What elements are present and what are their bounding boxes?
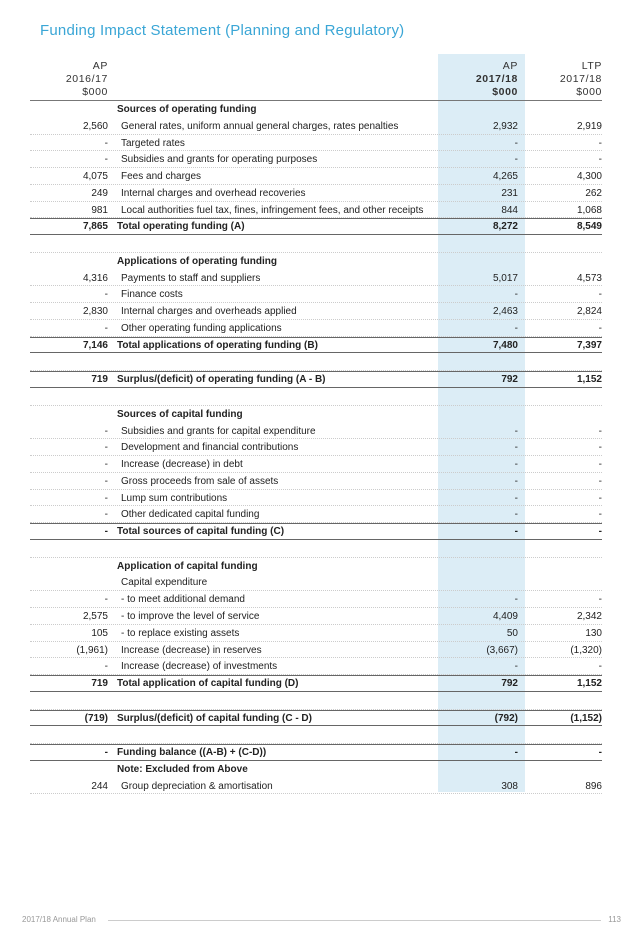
table-row bbox=[30, 506, 602, 523]
value-ap-2017: - bbox=[514, 425, 518, 437]
table-total-row bbox=[30, 710, 602, 727]
value-ap-2016: - bbox=[104, 526, 108, 538]
value-ap-2017: - bbox=[514, 154, 518, 166]
row-label: Sources of operating funding bbox=[117, 104, 257, 115]
table-row bbox=[30, 473, 602, 490]
value-ap-2017: - bbox=[514, 289, 518, 301]
value-ap-2016: - bbox=[104, 154, 108, 166]
table-row bbox=[30, 726, 602, 744]
table-row bbox=[30, 591, 602, 608]
col-header-ltp-2017: LTP 2017/18 $000 bbox=[559, 60, 602, 98]
value-ap-2017: 2,463 bbox=[492, 306, 518, 318]
value-ap-2016: - bbox=[104, 137, 108, 149]
value-ap-2017: 5,017 bbox=[492, 272, 518, 284]
table-row bbox=[30, 185, 602, 202]
table-row bbox=[30, 574, 602, 591]
row-label: Sources of capital funding bbox=[117, 408, 243, 420]
value-ltp-2017: - bbox=[598, 509, 602, 521]
row-label: Subsidies and grants for operating purposes bbox=[121, 154, 318, 166]
value-ltp-2017: - bbox=[598, 475, 602, 487]
value-ltp-2017: 7,397 bbox=[576, 339, 602, 351]
footer-doc-title: 2017/18 Annual Plan bbox=[22, 915, 96, 924]
table-row bbox=[30, 692, 602, 710]
col-header-ap-2017: AP 2017/18 $000 bbox=[475, 60, 518, 98]
value-ap-2017: 7,480 bbox=[492, 339, 518, 351]
row-label: Internal charges and overhead recoveries bbox=[121, 187, 306, 199]
row-label: Lump sum contributions bbox=[121, 492, 228, 504]
value-ap-2016: - bbox=[104, 475, 108, 487]
table-row bbox=[30, 642, 602, 659]
footer-rule bbox=[108, 920, 601, 921]
value-ap-2016: 7,865 bbox=[82, 221, 108, 233]
row-label: Increase (decrease) in debt bbox=[121, 459, 243, 471]
value-ap-2016: - bbox=[104, 425, 108, 437]
value-ap-2016: - bbox=[104, 594, 108, 606]
value-ap-2017: (792) bbox=[494, 712, 518, 724]
row-label: Other dedicated capital funding bbox=[121, 509, 260, 521]
value-ltp-2017: (1,320) bbox=[570, 644, 602, 656]
value-ltp-2017: 8,549 bbox=[576, 221, 602, 233]
value-ap-2017: 50 bbox=[506, 627, 518, 639]
value-ltp-2017: - bbox=[598, 289, 602, 301]
table-section-heading bbox=[30, 761, 602, 778]
value-ap-2016: 2,830 bbox=[82, 306, 108, 318]
row-label: Fees and charges bbox=[121, 171, 202, 183]
value-ltp-2017: - bbox=[598, 747, 602, 759]
table-row bbox=[30, 286, 602, 303]
row-label: Finance costs bbox=[121, 289, 183, 301]
value-ltp-2017: 1,152 bbox=[576, 678, 602, 690]
row-label: Increase (decrease) of investments bbox=[121, 661, 278, 673]
table-section-heading bbox=[30, 406, 602, 423]
table-row bbox=[30, 658, 602, 675]
page-number: 113 bbox=[608, 915, 621, 924]
funding-table bbox=[30, 101, 602, 794]
row-label: Surplus/(deficit) of capital funding (C - D) bbox=[117, 712, 312, 724]
value-ltp-2017: - bbox=[598, 154, 602, 166]
value-ap-2017: 231 bbox=[501, 187, 518, 199]
value-ap-2017: 792 bbox=[501, 678, 518, 690]
row-label: Note: Excluded from Above bbox=[117, 763, 248, 775]
value-ltp-2017: 2,824 bbox=[576, 306, 602, 318]
table-row bbox=[30, 235, 602, 253]
value-ap-2017: 308 bbox=[501, 780, 518, 792]
value-ap-2017: - bbox=[514, 459, 518, 471]
table-row bbox=[30, 439, 602, 456]
value-ltp-2017: 896 bbox=[585, 780, 602, 792]
value-ap-2016: (1,961) bbox=[76, 644, 108, 656]
table-row bbox=[30, 608, 602, 625]
row-label: Total sources of capital funding (C) bbox=[117, 526, 285, 538]
value-ap-2017: 4,265 bbox=[492, 171, 518, 183]
table-row bbox=[30, 320, 602, 337]
table-total-row bbox=[30, 371, 602, 388]
value-ltp-2017: - bbox=[598, 459, 602, 471]
value-ltp-2017: 2,919 bbox=[576, 120, 602, 132]
value-ap-2017: 8,272 bbox=[492, 221, 518, 233]
value-ltp-2017: - bbox=[598, 526, 602, 538]
table-total-row bbox=[30, 218, 602, 235]
value-ap-2017: - bbox=[514, 137, 518, 149]
row-label: - to improve the level of service bbox=[121, 610, 260, 622]
value-ltp-2017: - bbox=[598, 425, 602, 437]
page-title: Funding Impact Statement (Planning and Regulatory) bbox=[40, 22, 405, 39]
row-label: Group depreciation & amortisation bbox=[121, 780, 273, 792]
value-ap-2016: - bbox=[104, 747, 108, 759]
value-ap-2017: 792 bbox=[501, 374, 518, 386]
value-ap-2016: (719) bbox=[84, 712, 108, 724]
value-ap-2017: 844 bbox=[501, 204, 518, 216]
value-ap-2017: 4,409 bbox=[492, 610, 518, 622]
table-row bbox=[30, 202, 602, 219]
value-ap-2016: 981 bbox=[91, 204, 108, 216]
value-ap-2016: - bbox=[104, 492, 108, 504]
row-label: Local authorities fuel tax, fines, infringement fees, and other receipts bbox=[121, 204, 424, 216]
row-label: Funding balance ((A-B) + (C-D)) bbox=[117, 747, 267, 759]
table-row bbox=[30, 778, 602, 795]
value-ap-2017: - bbox=[514, 509, 518, 521]
table-row bbox=[30, 135, 602, 152]
value-ltp-2017: 1,152 bbox=[576, 374, 602, 386]
value-ltp-2017: 4,573 bbox=[576, 272, 602, 284]
table-row bbox=[30, 625, 602, 642]
row-label: - to replace existing assets bbox=[121, 627, 240, 639]
row-label: Gross proceeds from sale of assets bbox=[121, 475, 279, 487]
value-ap-2016: 719 bbox=[91, 678, 108, 690]
table-row bbox=[30, 490, 602, 507]
value-ltp-2017: 4,300 bbox=[576, 171, 602, 183]
value-ap-2016: - bbox=[104, 459, 108, 471]
value-ap-2016: - bbox=[104, 442, 108, 454]
row-label: Application of capital funding bbox=[117, 560, 258, 572]
row-label: Applications of operating funding bbox=[117, 255, 277, 267]
value-ltp-2017: 262 bbox=[585, 187, 602, 199]
table-section-heading bbox=[30, 101, 602, 118]
value-ltp-2017: - bbox=[598, 492, 602, 504]
table-row bbox=[30, 456, 602, 473]
value-ap-2016: 4,075 bbox=[82, 171, 108, 183]
table-row bbox=[30, 168, 602, 185]
row-label: General rates, uniform annual general charges, rates penalties bbox=[121, 120, 399, 132]
value-ap-2017: (3,667) bbox=[486, 644, 518, 656]
col-header-ap-2016: AP 2016/17 $000 bbox=[65, 60, 108, 98]
value-ap-2017: 2,932 bbox=[492, 120, 518, 132]
value-ap-2017: - bbox=[514, 594, 518, 606]
value-ltp-2017: - bbox=[598, 322, 602, 334]
value-ltp-2017: (1,152) bbox=[570, 712, 602, 724]
row-label: Surplus/(deficit) of operating funding (A - B) bbox=[117, 374, 326, 386]
table-row bbox=[30, 423, 602, 440]
row-label: Total applications of operating funding (B) bbox=[117, 339, 318, 351]
value-ap-2016: - bbox=[104, 322, 108, 334]
value-ap-2017: - bbox=[514, 442, 518, 454]
value-ap-2016: 4,316 bbox=[82, 272, 108, 284]
row-label: Capital expenditure bbox=[121, 577, 208, 589]
value-ap-2017: - bbox=[514, 526, 518, 538]
value-ltp-2017: - bbox=[598, 442, 602, 454]
row-label: Increase (decrease) in reserves bbox=[121, 644, 262, 656]
value-ap-2017: - bbox=[514, 492, 518, 504]
table-total-row bbox=[30, 675, 602, 692]
value-ap-2016: 2,575 bbox=[82, 610, 108, 622]
value-ltp-2017: 2,342 bbox=[576, 610, 602, 622]
value-ap-2016: 244 bbox=[91, 780, 108, 792]
value-ap-2017: - bbox=[514, 322, 518, 334]
value-ap-2016: 105 bbox=[91, 627, 108, 639]
row-label: Total application of capital funding (D) bbox=[117, 678, 299, 690]
row-label: - to meet additional demand bbox=[121, 594, 245, 606]
row-label: Total operating funding (A) bbox=[117, 221, 245, 233]
row-label: Targeted rates bbox=[121, 137, 185, 149]
row-label: Payments to staff and suppliers bbox=[121, 272, 261, 284]
value-ltp-2017: 1,068 bbox=[576, 204, 602, 216]
table-total-row bbox=[30, 523, 602, 540]
table-section-heading bbox=[30, 558, 602, 575]
table-row bbox=[30, 353, 602, 371]
value-ltp-2017: - bbox=[598, 137, 602, 149]
table-section-heading bbox=[30, 253, 602, 270]
table-row bbox=[30, 388, 602, 406]
row-label: Other operating funding applications bbox=[121, 322, 282, 334]
value-ltp-2017: 130 bbox=[585, 627, 602, 639]
table-total-row bbox=[30, 744, 602, 761]
value-ap-2016: 249 bbox=[91, 187, 108, 199]
value-ap-2016: 2,560 bbox=[82, 120, 108, 132]
value-ap-2017: - bbox=[514, 475, 518, 487]
table-row bbox=[30, 303, 602, 320]
value-ltp-2017: - bbox=[598, 661, 602, 673]
value-ap-2016: - bbox=[104, 509, 108, 521]
table-row bbox=[30, 540, 602, 558]
table-total-row bbox=[30, 337, 602, 354]
value-ap-2016: - bbox=[104, 289, 108, 301]
row-label: Subsidies and grants for capital expenditure bbox=[121, 425, 316, 437]
row-label: Internal charges and overheads applied bbox=[121, 306, 297, 318]
value-ltp-2017: - bbox=[598, 594, 602, 606]
value-ap-2016: 7,146 bbox=[82, 339, 108, 351]
table-row bbox=[30, 151, 602, 168]
table-row bbox=[30, 270, 602, 287]
row-label: Development and financial contributions bbox=[121, 442, 299, 454]
value-ap-2016: - bbox=[104, 661, 108, 673]
value-ap-2016: 719 bbox=[91, 374, 108, 386]
value-ap-2017: - bbox=[514, 747, 518, 759]
value-ap-2017: - bbox=[514, 661, 518, 673]
table-row bbox=[30, 118, 602, 135]
